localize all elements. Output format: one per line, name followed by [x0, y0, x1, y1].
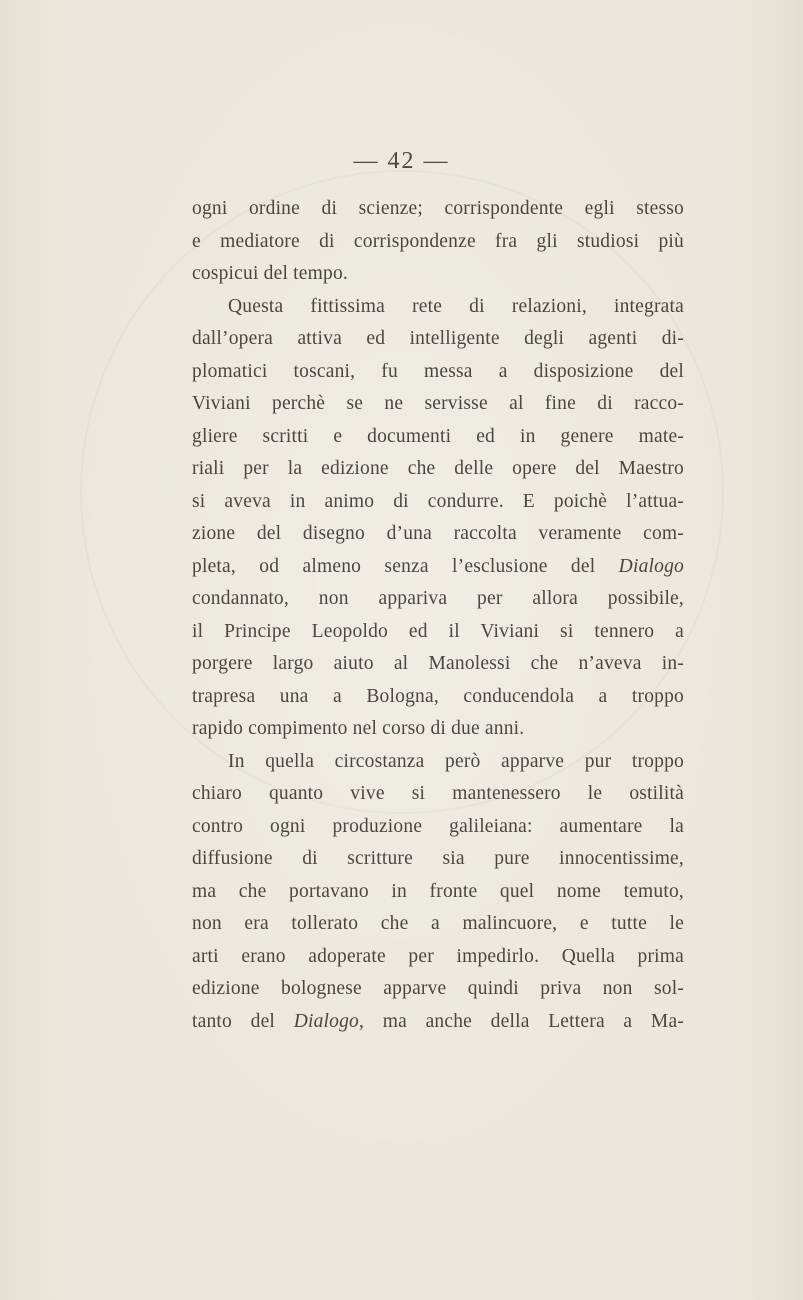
text-line: riali per la edizione che delle opere del Maestro: [192, 458, 684, 479]
text-segment: tanto del: [192, 1010, 294, 1032]
text-line: ma che portavano in fronte quel nome temuto,: [192, 880, 684, 902]
body-text: [192, 193, 684, 1038]
text-line: edizione bolognese apparve quindi priva non sol-: [192, 978, 684, 999]
text-line: arti erano adoperate per impedirlo. Quella prima: [192, 945, 684, 967]
text-line: zione del disegno d’una raccolta veramente com-: [192, 523, 684, 544]
text-line: trapresa una a Bologna, conducendola a troppo: [192, 685, 684, 707]
text-line: il Principe Leopoldo ed il Viviani si tennero a: [192, 620, 684, 642]
text-line: plomatici toscani, fu messa a disposizione del: [192, 360, 684, 382]
text-line: [192, 551, 684, 584]
text-line: chiaro quanto vive si mantenessero le ostilità: [192, 783, 684, 804]
text-line: diffusione di scritture sia pure innocentissime,: [192, 848, 684, 869]
text-line: non era tollerato che a malincuore, e tutte le: [192, 913, 684, 934]
text-line: contro ogni produzione galileiana: aumentare la: [192, 815, 684, 837]
text-line: cospicui del tempo.: [192, 263, 348, 284]
text-line: gliere scritti e documenti ed in genere mate-: [192, 425, 684, 447]
text-line: e mediatore di corrispondenze fra gli studiosi più: [192, 230, 684, 252]
text-line: Viviani perchè se ne servisse al fine di racco-: [192, 393, 684, 414]
page-number: — 42 —: [353, 148, 450, 174]
text-line: si aveva in animo di condurre. E poichè l’attua-: [192, 490, 684, 512]
text-line: dall’opera attiva ed intelligente degli agenti di-: [192, 328, 684, 349]
italic-title: Dialogo: [293, 1010, 360, 1032]
text-segment: pleta, od almeno senza l’esclusione del: [192, 555, 619, 577]
text-line: rapido compimento nel corso di due anni.: [192, 718, 525, 739]
text-line: In quella circostanza però apparve pur troppo: [228, 750, 684, 772]
text-line: [192, 1006, 684, 1039]
text-segment: , ma anche della Lettera a Ma-: [359, 1010, 684, 1032]
text-line: Questa fittissima rete di relazioni, integrata: [228, 295, 684, 317]
text-line: condannato, non appariva per allora possibile,: [192, 588, 684, 609]
italic-title: Dialogo: [618, 555, 684, 577]
text-line: porgere largo aiuto al Manolessi che n’aveva in-: [192, 653, 684, 674]
text-line: ogni ordine di scienze; corrispondente egli stesso: [192, 198, 684, 219]
